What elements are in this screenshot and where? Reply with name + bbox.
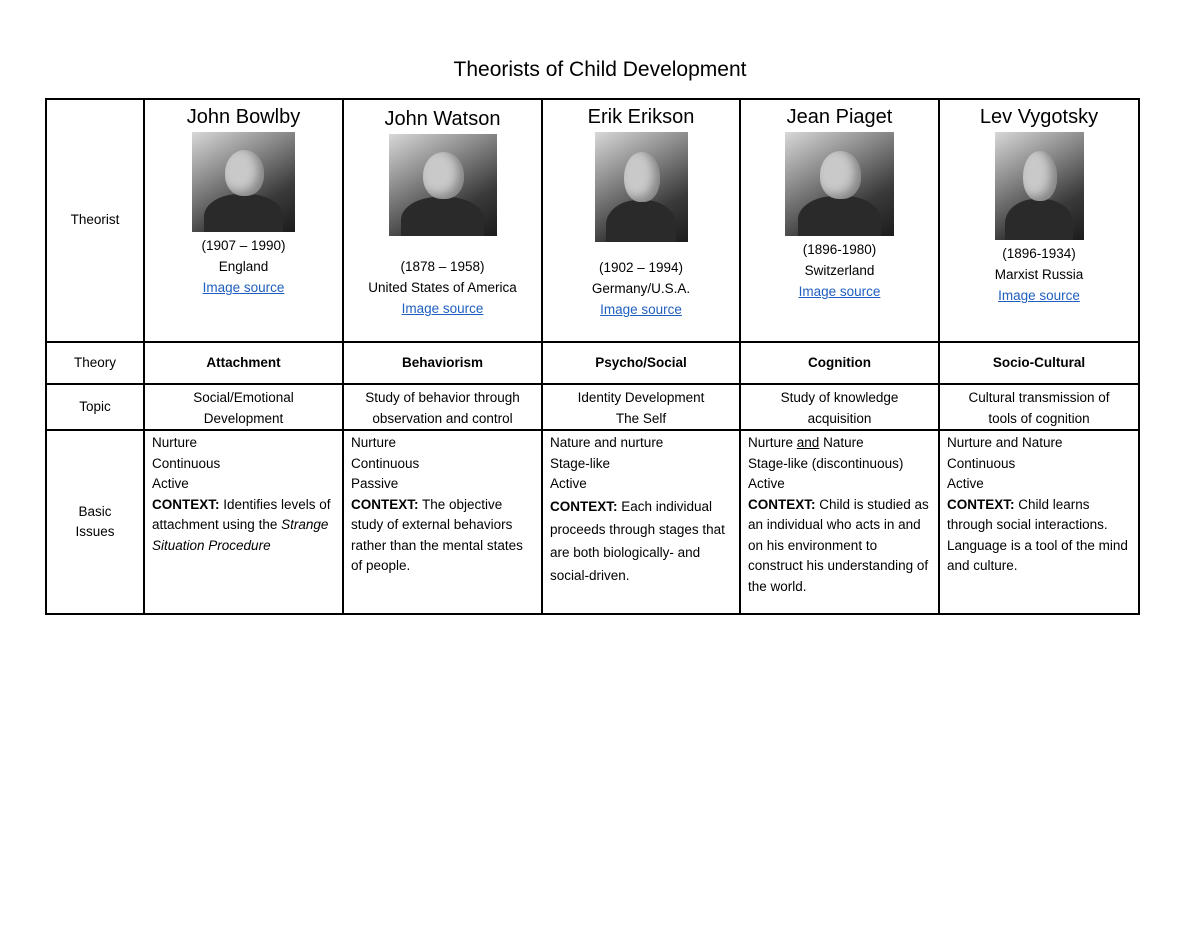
- issue-line: Active: [947, 476, 984, 491]
- issue-line: [748, 433, 932, 454]
- row-label-issues: [46, 430, 144, 614]
- topic-line: observation and control: [372, 410, 513, 426]
- theory-cell: Behaviorism: [343, 342, 542, 384]
- portrait-photo: [595, 132, 688, 242]
- issue-line: Nurture: [351, 435, 397, 450]
- context-body: Each individual proceeds through stages that are both biologically- and social-driven.: [550, 498, 725, 583]
- portrait-photo: [995, 132, 1084, 240]
- issues-cell: [343, 430, 542, 614]
- theorist-piaget: [740, 99, 939, 342]
- topic-line: Identity Development: [577, 390, 705, 405]
- topic-cell: [144, 384, 343, 430]
- theory-row: [46, 342, 1139, 384]
- issue-text-underlined: and: [796, 435, 820, 450]
- context-text: [351, 495, 535, 577]
- context-label: CONTEXT:: [748, 496, 816, 512]
- theorist-place: Germany/U.S.A.: [591, 281, 691, 296]
- theorist-dates: (1902 – 1994): [598, 260, 684, 275]
- theorist-place: United States of America: [368, 280, 517, 295]
- image-source-link[interactable]: Image source: [998, 288, 1080, 303]
- theorist-erikson: [542, 99, 740, 342]
- row-label-issues-line: Issues: [75, 524, 115, 539]
- context-italic: Strange Situation Procedure: [152, 517, 329, 553]
- context-body: Child learns through social interactions. Language is a tool of the mind and culture.: [947, 496, 1128, 573]
- topic-line: Development: [203, 410, 284, 426]
- issue-text: Nature: [819, 435, 864, 450]
- theory-cell: Attachment: [144, 342, 343, 384]
- image-source-link[interactable]: Image source: [600, 302, 682, 317]
- topic-cell: [542, 384, 740, 430]
- theorist-place: Marxist Russia: [994, 267, 1084, 282]
- theorist-name: Erik Erikson: [587, 106, 695, 128]
- topic-line: The Self: [615, 410, 667, 426]
- topic-line: acquisition: [807, 410, 872, 426]
- context-body: Child is studied as an individual who acts in and on his environment to construct his understanding of the world.: [748, 496, 929, 594]
- theory-cell: Psycho/Social: [542, 342, 740, 384]
- theorist-row: [46, 99, 1139, 342]
- theorist-dates: (1878 – 1958): [400, 259, 485, 274]
- issue-text: Nurture: [748, 435, 797, 450]
- issue-line: Nurture: [152, 435, 198, 450]
- context-body: The objective study of external behaviors rather than the mental states of people.: [351, 496, 523, 573]
- topic-cell: [939, 384, 1139, 430]
- issues-cell: [542, 430, 740, 614]
- issues-cell: [144, 430, 343, 614]
- topic-line: tools of cognition: [988, 410, 1090, 426]
- issue-line: Stage-like (discontinuous): [748, 455, 904, 471]
- issue-line: Active: [152, 476, 189, 491]
- topic-line: Study of knowledge: [780, 390, 899, 405]
- theorist-vygotsky: [939, 99, 1139, 342]
- theorist-watson: [343, 99, 542, 342]
- row-label-theory: Theory: [46, 342, 144, 384]
- theorist-dates: (1907 – 1990): [201, 238, 286, 253]
- issues-cell: [740, 430, 939, 614]
- issue-line: Nurture and Nature: [947, 435, 1063, 450]
- row-label-issues-line: Basic: [78, 503, 112, 519]
- issue-line: Continuous: [947, 455, 1016, 471]
- image-source-link[interactable]: Image source: [401, 301, 484, 316]
- row-label-topic: Topic: [46, 384, 144, 430]
- topic-line: Social/Emotional: [193, 390, 294, 405]
- issue-line: Stage-like: [550, 455, 611, 471]
- context-text: [947, 495, 1132, 577]
- context-body: Identifies levels of attachment using the: [152, 496, 331, 532]
- topic-cell: [343, 384, 542, 430]
- portrait-photo: [192, 132, 295, 232]
- theorists-table: [45, 98, 1140, 615]
- topic-row: [46, 384, 1139, 430]
- portrait-photo: [785, 132, 894, 236]
- topic-cell: [740, 384, 939, 430]
- theorist-dates: (1896-1934): [1002, 246, 1076, 261]
- theorist-name: John Watson: [384, 108, 501, 130]
- theory-cell: Cognition: [740, 342, 939, 384]
- image-source-link[interactable]: Image source: [798, 284, 881, 299]
- context-text: [748, 495, 932, 598]
- issue-line: Continuous: [351, 455, 420, 471]
- theorist-name: John Bowlby: [186, 106, 301, 128]
- context-label: CONTEXT:: [351, 496, 419, 512]
- issue-line: Active: [550, 476, 587, 491]
- theorist-bowlby: [144, 99, 343, 342]
- theorist-name: Jean Piaget: [786, 106, 893, 128]
- page-title: Theorists of Child Development: [453, 58, 747, 81]
- issue-line: Continuous: [152, 455, 221, 471]
- context-text: [550, 495, 733, 587]
- theorist-dates: (1896-1980): [802, 242, 877, 257]
- issue-line: Passive: [351, 476, 399, 491]
- issue-line: Active: [748, 476, 785, 491]
- context-label: CONTEXT:: [947, 496, 1015, 512]
- issue-line: Nature and nurture: [550, 435, 664, 450]
- theorist-place: Switzerland: [804, 263, 875, 278]
- issues-cell: [939, 430, 1139, 614]
- context-text: [152, 495, 336, 557]
- theorist-place: England: [218, 259, 269, 274]
- issues-row: [46, 430, 1139, 614]
- context-label: CONTEXT:: [152, 496, 220, 512]
- row-label-theorist: Theorist: [46, 99, 144, 342]
- context-label: CONTEXT:: [550, 498, 618, 514]
- image-source-link[interactable]: Image source: [202, 280, 285, 295]
- portrait-photo: [389, 134, 497, 236]
- theory-cell: Socio-Cultural: [939, 342, 1139, 384]
- topic-line: Cultural transmission of: [968, 390, 1110, 405]
- theorist-name: Lev Vygotsky: [979, 106, 1099, 128]
- topic-line: Study of behavior through: [365, 390, 520, 405]
